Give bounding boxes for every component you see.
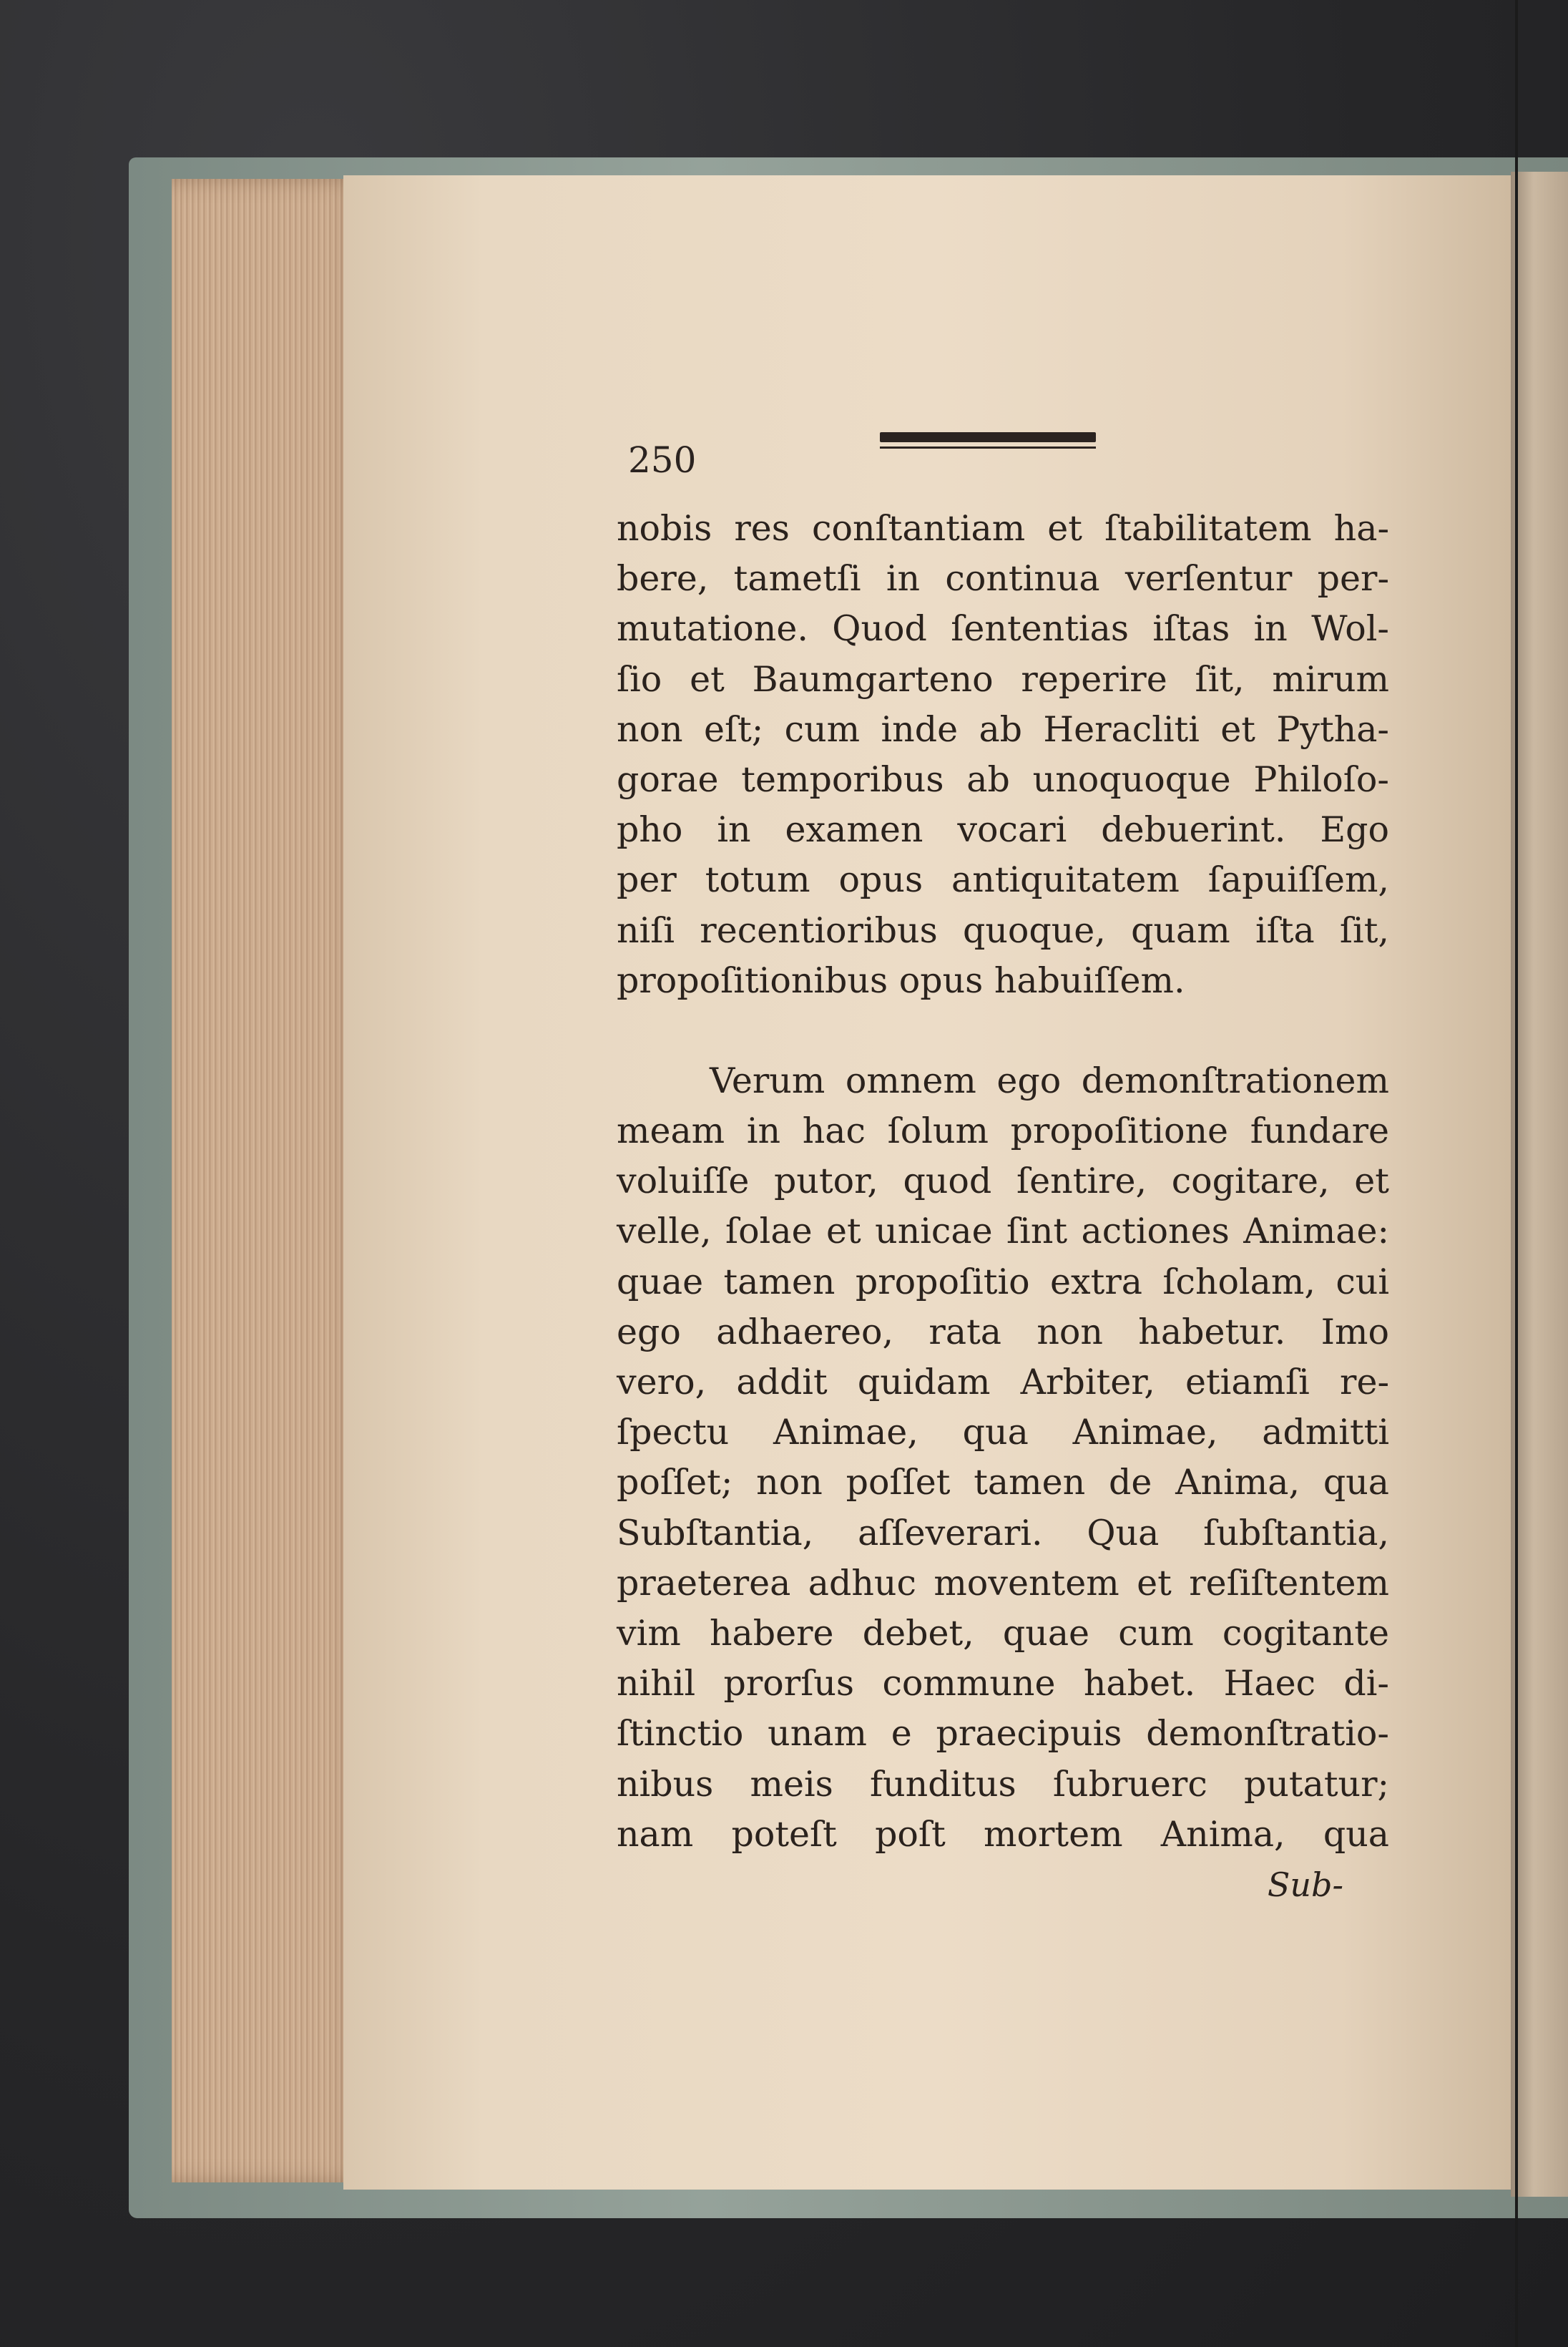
paragraph-1 (617, 504, 1389, 1006)
paragraph-2 (617, 1056, 1389, 1860)
text-line: gorae temporibus ab unoquoque Philoſo- (617, 758, 1389, 800)
header-rule-thin (880, 447, 1096, 449)
text-line: ſtinctio unam e praecipuis demonſtratio- (617, 1713, 1389, 1755)
text-line: mutatione. Quod ſententias iſtas in Wol- (617, 608, 1389, 650)
header-rule (880, 432, 1096, 442)
text-line: nihil prorſus commune habet. Haec di- (617, 1663, 1389, 1704)
text-line: vim habere debet, quae cum cogitante (617, 1612, 1389, 1654)
text-line: ſpectu Animae, qua Animae, admitti (617, 1412, 1389, 1453)
paragraph-gap (617, 1006, 1389, 1056)
text-line: vero, addit quidam Arbiter, etiamſi re- (617, 1362, 1389, 1402)
text-line: propoſitionibus opus habuiſſem. (617, 960, 1185, 1001)
text-line: ego adhaereo, rata non habetur. Imo (617, 1311, 1389, 1352)
text-line: Subſtantia, aſſeverari. Qua ſubſtantia, (617, 1512, 1389, 1553)
body-text (617, 504, 1389, 1910)
text-line: nibus meis funditus ſubruerc putatur; (617, 1763, 1389, 1805)
text-line: non eſt; cum inde ab Heracliti et Pytha- (617, 708, 1389, 750)
text-line: bere, tametſi in continua verſentur per- (617, 558, 1389, 600)
text-line: niſi recentioribus quoque, quam iſta ſit, (617, 909, 1389, 951)
page-edges (172, 179, 365, 2182)
scan-divider (1515, 0, 1518, 2347)
text-line: pho in examen vocari debuerint. Ego (617, 809, 1389, 851)
text-line: per totum opus antiquitatem ſapuiſſem, (617, 859, 1389, 901)
text-line: meam in hac ſolum propoſitione fundare (617, 1111, 1389, 1152)
text-line: ſio et Baumgarteno reperire ſit, mirum (617, 658, 1389, 700)
text-line: nam poteſt poſt mortem Anima, qua (617, 1813, 1389, 1855)
text-line: voluiſſe putor, quod ſentire, cogitare, et (617, 1161, 1389, 1202)
text-line: velle, ſolae et unicae ſint actiones Animae: (617, 1211, 1389, 1252)
text-line: Verum omnem ego demonſtrationem (710, 1060, 1389, 1101)
text-line: nobis res conſtantiam et ſtabilitatem ha- (617, 508, 1389, 549)
page-number: 250 (628, 439, 697, 481)
text-line: praeterea adhuc moventem et reſiſtentem (617, 1562, 1389, 1604)
facing-page-edge (1511, 172, 1568, 2197)
catchword: Sub- (1267, 1865, 1343, 1904)
text-line: quae tamen propoſitio extra ſcholam, cui (617, 1261, 1389, 1302)
text-line: poſſet; non poſſet tamen de Anima, qua (617, 1462, 1389, 1503)
